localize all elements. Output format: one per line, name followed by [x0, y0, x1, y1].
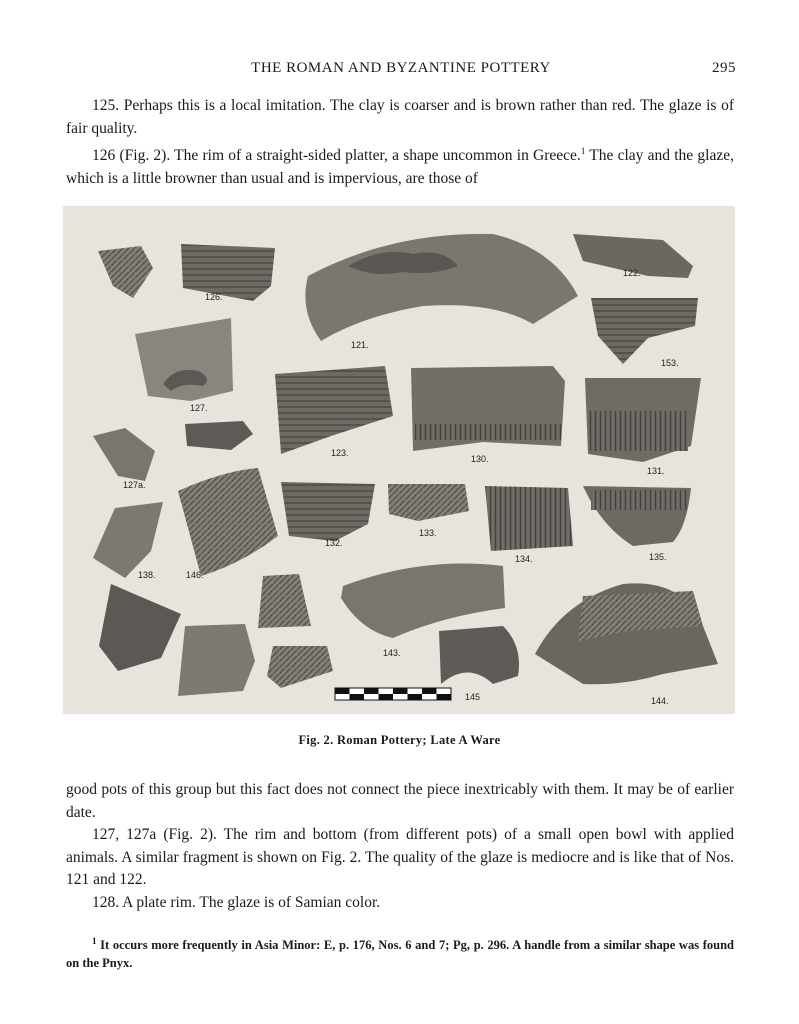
label-122: 122.: [623, 268, 641, 278]
footnote-text: It occurs more frequently in Asia Minor: E, p. 176, Nos. 6 and 7; Pg, p. 296. A handle from a similar shape was found on the Pnyx.: [66, 938, 734, 971]
sherd-126a: [98, 246, 153, 298]
sherd-133: [388, 484, 469, 521]
pottery-photo-plate: [63, 206, 735, 714]
figure-caption: Fig. 2. Roman Pottery; Late A Ware: [298, 733, 501, 747]
label-138: 138.: [138, 570, 156, 580]
sherd-123: [275, 366, 393, 454]
footnote-ref: 1: [580, 146, 586, 156]
sherd-134: [485, 486, 573, 551]
sherd-153: [591, 298, 698, 364]
sherd-131-band: [588, 411, 688, 451]
label-135: 135.: [649, 552, 667, 562]
sherd-fan-small: [258, 574, 311, 628]
pottery-photo: [63, 206, 735, 714]
paragraph-128: 128. A plate rim. The glaze is of Samian color.: [92, 893, 381, 911]
label-132: 132.: [325, 538, 343, 548]
sherd-127: [135, 318, 233, 401]
sherd-127a: [93, 428, 155, 481]
sherd-143: [341, 564, 505, 639]
sherd-135-band: [591, 490, 687, 510]
footnote: [66, 932, 734, 972]
label-127: 127.: [190, 403, 208, 413]
label-146: 146.: [186, 570, 204, 580]
paragraph-126-continued: The clay and the glaze, which is a little browner than usual and is impervious, are those of: [66, 147, 734, 187]
sherd-126: [181, 244, 275, 301]
label-130: 130.: [471, 454, 489, 464]
paragraph-126: [66, 140, 734, 190]
sherd-138: [93, 502, 163, 578]
running-header: [66, 60, 736, 82]
label-127a: 127a.: [123, 480, 146, 490]
sherd-132: [281, 482, 375, 541]
sherd-121: [305, 234, 578, 341]
label-123: 123.: [331, 448, 349, 458]
label-153: 153.: [661, 358, 679, 368]
sherd-145: [439, 626, 519, 684]
paragraph-127: 127, 127a (Fig. 2). The rim and bottom (from different pots) of a small open bowl with applied animals. A similar fragment is shown on Fig. 2. The quality of the glaze is mediocre and is like that of Nos. 121 and 122.: [66, 826, 734, 888]
label-133: 133.: [419, 528, 437, 538]
label-126: 126.: [205, 292, 223, 302]
top-text: [66, 95, 734, 190]
sherd-128: [178, 624, 255, 696]
scale-bar: [335, 688, 451, 700]
label-134: 134.: [515, 554, 533, 564]
label-145: 145: [465, 692, 481, 702]
paragraph-126-end: good pots of this group but this fact does not connect the piece inextricably with them. It may be of earlier date.: [66, 781, 734, 821]
sherd-ribbed-small: [267, 646, 333, 688]
paragraph-125: 125. Perhaps this is a local imitation. The clay is coarser and is brown rather than red. The glaze is of fair quality.: [66, 97, 734, 137]
paragraph-126-text: 126 (Fig. 2). The rim of a straight-sided platter, a shape uncommon in Greece.: [92, 147, 581, 165]
label-121: 121.: [351, 340, 369, 350]
label-143: 143.: [383, 648, 401, 658]
sherd-127a-upper: [185, 421, 253, 450]
label-144: 144.: [651, 696, 669, 706]
label-131: 131.: [647, 466, 665, 476]
running-title: THE ROMAN AND BYZANTINE POTTERY: [251, 60, 551, 76]
bottom-text: [66, 779, 734, 914]
footnote-marker: 1: [92, 936, 97, 946]
sherd-130-band: [415, 424, 561, 440]
page-number: 295: [712, 60, 736, 76]
sherd-146: [178, 468, 278, 576]
sherd-141: [99, 584, 181, 671]
